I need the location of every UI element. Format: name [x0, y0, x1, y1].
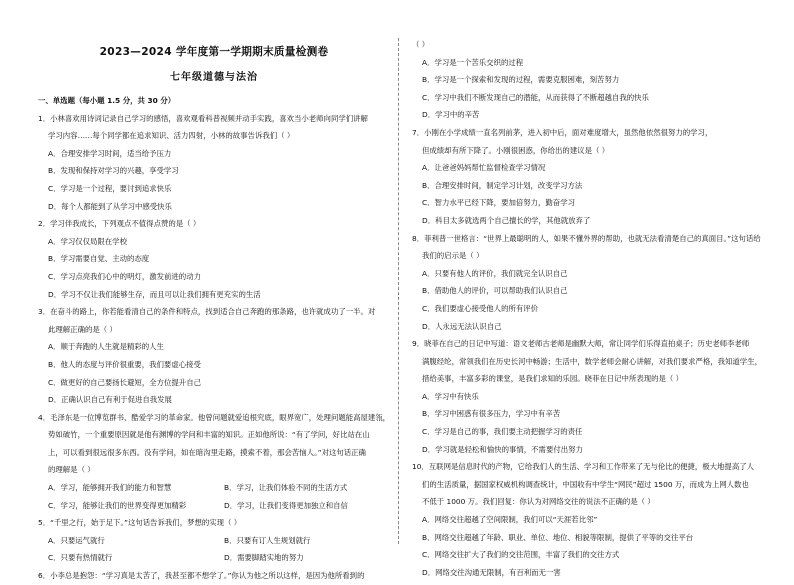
option-d[interactable]: D．正确认识自己有利于促进自我发展	[48, 395, 172, 405]
question-text-line: 势如破竹，一个重要原因就是他有渊博的学问和丰富的知识。正如他所说：“有了学问，好比站在山	[48, 430, 370, 440]
question-3	[38, 303, 390, 409]
column-divider	[398, 38, 399, 544]
option-d[interactable]: D．需要脚踏实地的努力	[224, 553, 304, 563]
option-c[interactable]: C．我们要虚心接受他人的所有评价	[422, 303, 539, 313]
option-c[interactable]: C．学习点亮我们心中的明灯，激发前进的动力	[48, 271, 201, 281]
question-text-line: 8．菲利普一世格言：“世界上最聪明的人，如果不懂外界的帮助，也就无法看清楚自己的真面目。”这句话给	[412, 233, 761, 243]
question-text-line: 但成绩却有所下降了。小刚很困惑，你给出的建议是（ ）	[422, 145, 610, 155]
question-5	[38, 514, 390, 567]
question-text-line: 10．互联网是信息时代的产物，它给我们人的生活、学习和工作带来了无与伦比的便捷，极大地提高了人	[412, 462, 754, 472]
question-8	[412, 230, 764, 336]
question-text-line: 5．“千里之行，始于足下。”这句话告诉我们，梦想的实现（ ）	[38, 518, 242, 528]
question-6	[38, 567, 390, 585]
option-c[interactable]: C．做更好的自己要扬长避短，全方位提升自己	[48, 377, 201, 387]
question-text-line: 满腹经纶，常领我们在历史长河中畅游；生活中，数学老师会耐心讲解，对我们要求严格，我知道学生，	[422, 356, 762, 366]
option-b[interactable]: B．他人的态度与评价很重要，我们要虚心接受	[48, 359, 201, 369]
option-c[interactable]: C．网络交往扩大了我们的交往范围，丰富了我们的交往方式	[422, 550, 620, 560]
option-a[interactable]: A．只要有他人的评价，我们就完全认识自己	[422, 268, 568, 278]
option-a[interactable]: A．学习中有快乐	[422, 391, 479, 401]
option-b[interactable]: B．学习，让我们体验不同的生活方式	[224, 483, 348, 493]
section-heading: 一、单选题（每小题 1.5 分，共 30 分）	[38, 96, 176, 105]
option-d[interactable]: D．学习，让我们变得更加独立和自信	[224, 500, 348, 510]
option-a[interactable]: A．让爸爸妈妈帮忙监督检查学习情况	[422, 163, 546, 173]
option-b[interactable]: B．学习中困惑有很多压力，学习中有辛苦	[422, 409, 561, 419]
exam-title: 2023—2024 学年度第一学期期末质量检测卷	[99, 46, 329, 58]
question-text-line: 的理解是（ ）	[48, 465, 95, 475]
option-d[interactable]: D．学习不仅让我们能够生存，而且可以让我们拥有更充实的生活	[48, 289, 261, 299]
option-d[interactable]: D．科目太多就选两个自己擅长的学，其他就放弃了	[422, 215, 591, 225]
option-a[interactable]: A．学习，能够拥开我们的能力和智慧	[48, 483, 172, 493]
question-text-line: 学习内容……每个同学都在追求知识、活力四射，小林的故事告诉我们（ ）	[48, 131, 295, 141]
question-10	[412, 458, 764, 581]
option-c[interactable]: C．只要有热情就行	[48, 553, 113, 563]
question-text-line: 4．毛泽东是一位博览群书、酷爱学习的革命家。他曾问题就爱追根究底，眼界宽广，处理问题能高屋建瓴，	[38, 412, 391, 422]
option-b[interactable]: B．借助他人的评价，可以帮助我们认识自己	[422, 286, 568, 296]
question-text-line: （ ）	[412, 40, 430, 49]
option-c[interactable]: C．学习是自己的事，我们要主动把握学习的责任	[422, 427, 583, 437]
question-text-line: 措给美事，丰富多彩的课堂，是我们求知的乐园。晓菲在日记中所表现的是（ ）	[422, 374, 684, 384]
option-d[interactable]: D．网络交往沟通无限制，有百利而无一害	[422, 567, 561, 577]
option-row	[38, 497, 390, 515]
option-a[interactable]: A．学习仅仅局限在学校	[48, 236, 127, 246]
option-b[interactable]: B．合理安排时间，制定学习计划，改变学习方法	[422, 180, 583, 190]
question-text-line: 3．在奋斗的路上，你若能看清自己的条件和特点，找到适合自己奔跑的那条路，也许就成功了一半。对	[38, 307, 376, 317]
option-c[interactable]: C．学习是一个过程，要讨到追求快乐	[48, 183, 172, 193]
option-d[interactable]: D．学习就是轻松和愉快的事情，不需要付出努力	[422, 444, 583, 454]
question-text-line: 不低于 1000 万。我们回复：你认为对网络交往的说法不正确的是（ ）	[422, 497, 655, 507]
question-text-line: 7．小刚在小学成绩一直名列前茅，进入初中后，面对难度增大，虽然他依然很努力的学习，	[412, 127, 713, 137]
question-text-line: 我们的启示是（ ）	[422, 251, 484, 261]
question-text-line: 2．学习伴我成长，下列观点不值得点赞的是（ ）	[38, 219, 201, 229]
option-a[interactable]: A．顺于奔跑的人生就是精彩的人生	[48, 342, 164, 352]
exam-subtitle: 七年级道德与法治	[170, 72, 258, 83]
question-9	[412, 335, 764, 458]
left-column	[38, 32, 390, 585]
question-1	[38, 110, 390, 216]
option-b[interactable]: B．网络交往超越了年龄、职业、单位、地位、相貌等限制，提供了平等的交往平台	[422, 532, 694, 542]
option-row	[38, 532, 390, 550]
option-row	[38, 549, 390, 567]
question-text-line: 1．小林喜欢用诗词记录自己学习的感悟，喜欢观看科普视频并动手实践，喜欢当小老师向同学们讲解	[38, 113, 368, 123]
option-c[interactable]: C．学习，能够让我们的世界变得更加精彩	[48, 500, 187, 510]
question-text-line: 6．小李总是抱怨：“学习真是太苦了，我甚至都不想学了。”你认为他之所以这样，是因为他所看到的	[38, 571, 365, 581]
option-d[interactable]: D．学习中的辛苦	[422, 110, 480, 120]
option-c[interactable]: C．智力水平已经下降，要加倍努力，勤奋学习	[422, 198, 575, 208]
option-b[interactable]: B．学习需要自觉、主动的态度	[48, 254, 150, 264]
right-column	[412, 36, 764, 581]
option-b[interactable]: B．只要有订人生规划就行	[224, 535, 311, 545]
option-a[interactable]: A．学习是一个苦乐交织的过程	[422, 57, 524, 67]
question-4	[38, 409, 390, 515]
option-b[interactable]: B．学习是一个探索和发现的过程，需要克服困难，刻苦努力	[422, 75, 620, 85]
question-text-line: 上，可以看到很远很多东西。没有学问，如在暗沟里走路，摸索不着，那会苦恼人。”对这句话正确	[48, 447, 366, 457]
question-7	[412, 124, 764, 230]
option-row	[38, 479, 390, 497]
question-2	[38, 215, 390, 303]
question-text-line: 此理解正确的是（ ）	[48, 324, 117, 334]
option-d[interactable]: D．每个人都能到了从学习中感受快乐	[48, 201, 172, 211]
option-a[interactable]: A．合理安排学习时间，适当给予压力	[48, 148, 172, 158]
question-text-line: 9．晓菲在自己的日记中写道：语文老师古老师是幽默大师，常让同学们乐得直拍桌子；历史老师李老师	[412, 339, 750, 349]
option-c[interactable]: C．学习中我们不断发现自己的潜能，从而获得了不断超越自我的快乐	[422, 92, 649, 102]
option-a[interactable]: A．网络交往超越了空间限制，我们可以“天涯若比邻”	[422, 515, 598, 525]
option-a[interactable]: A．只要运气就行	[48, 535, 105, 545]
option-d[interactable]: D．人永远无法认识自己	[422, 321, 502, 331]
option-b[interactable]: B．发现和保持对学习的兴趣，享受学习	[48, 166, 179, 176]
question-6-continued	[412, 36, 764, 124]
question-text-line: 们的生活质量，据国家权威机构调查统计，中国收有中学生“网民”超过 1500 万，而成为上网人数也	[422, 479, 749, 489]
